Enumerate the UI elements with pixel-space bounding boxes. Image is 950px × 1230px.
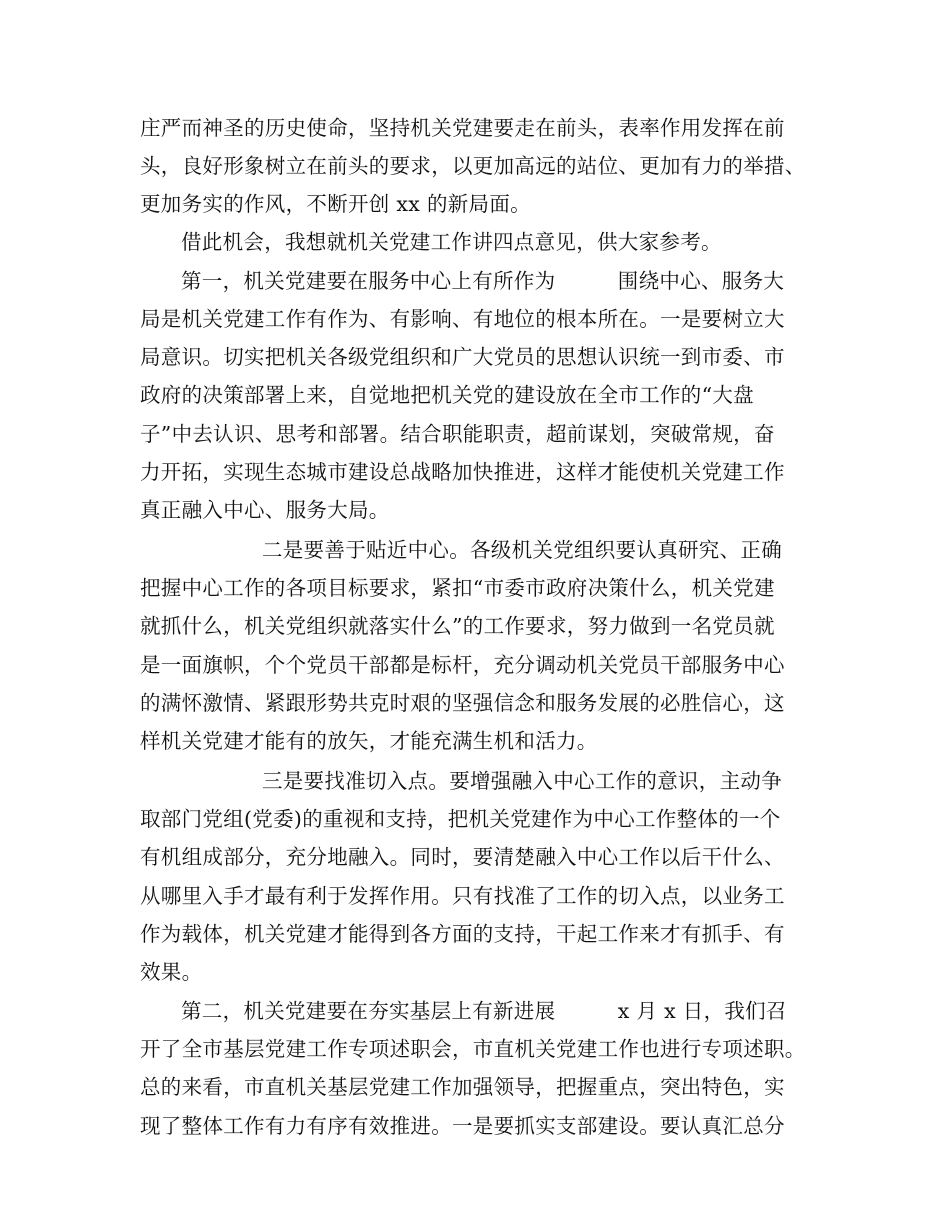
text-line: 取部门党组(党委)的重视和支持，把机关党建作为中心工作整体的一个 [140, 807, 781, 831]
text-line: 样机关党建才能有的放矢，才能充满生机和活力。 [140, 729, 598, 753]
text-line: 第一，机关党建要在服务中心上有所作为 围绕中心、服务大 [181, 269, 785, 293]
text-line: 庄严而神圣的历史使命，坚持机关党建要走在前头，表率作用发挥在前 [140, 116, 785, 140]
text-line: 的满怀激情、紧跟形势共克时艰的坚强信念和服务发展的必胜信心，这 [140, 691, 785, 715]
text-line: 开了全市基层党建工作专项述职会，市直机关党建工作也进行专项述职。 [140, 1037, 806, 1061]
text-line: 更加务实的作风，不断开创 xx 的新局面。 [140, 192, 531, 216]
text-line: 子”中去认识、思考和部署。结合职能职责，超前谋划，突破常规，奋 [140, 422, 775, 446]
text-line: 借此机会，我想就机关党建工作讲四点意见，供大家参考。 [181, 230, 722, 254]
text-line: 力开拓，实现生态城市建设总战略加快推进，这样才能使机关党建工作 [140, 460, 785, 484]
text-line: 效果。 [140, 960, 203, 984]
text-line: 第二，机关党建要在夯实基层上有新进展 x 月 x 日，我们召 [181, 999, 787, 1023]
text-line: 总的来看，市直机关基层党建工作加强领导，把握重点，突出特色，实 [140, 1075, 785, 1099]
text-line: 二是要善于贴近中心。各级机关党组织要认真研究、正确 [262, 538, 782, 562]
text-line: 三是要找准切入点。要增强融入中心工作的意识，主动争 [262, 769, 782, 793]
text-line: 就抓什么，机关党组织就落实什么”的工作要求，努力做到一名党员就 [140, 614, 775, 638]
text-line: 从哪里入手才最有利于发挥作用。只有找准了工作的切入点，以业务工 [140, 884, 785, 908]
text-line: 有机组成部分，充分地融入。同时，要清楚融入中心工作以后干什么、 [140, 845, 785, 869]
text-line: 把握中心工作的各项目标要求，紧扣“市委市政府决策什么，机关党建 [140, 576, 775, 600]
text-line: 局意识。切实把机关各级党组织和广大党员的思想认识统一到市委、市 [140, 345, 785, 369]
text-line: 局是机关党建工作有作为、有影响、有地位的根本所在。一是要树立大 [140, 307, 785, 331]
text-line: 头，良好形象树立在前头的要求，以更加高远的站位、更加有力的举措、 [140, 154, 806, 178]
text-line: 现了整体工作有力有序有效推进。一是要抓实支部建设。要认真汇总分 [140, 1114, 785, 1138]
text-line: 政府的决策部署上来，自觉地把机关党的建设放在全市工作的“大盘 [140, 383, 754, 407]
text-line: 是一面旗帜，个个党员干部都是标杆，充分调动机关党员干部服务中心 [140, 653, 785, 677]
text-line: 真正融入中心、服务大局。 [140, 498, 390, 522]
text-line: 作为载体，机关党建才能得到各方面的支持，干起工作来才有抓手、有 [140, 922, 785, 946]
